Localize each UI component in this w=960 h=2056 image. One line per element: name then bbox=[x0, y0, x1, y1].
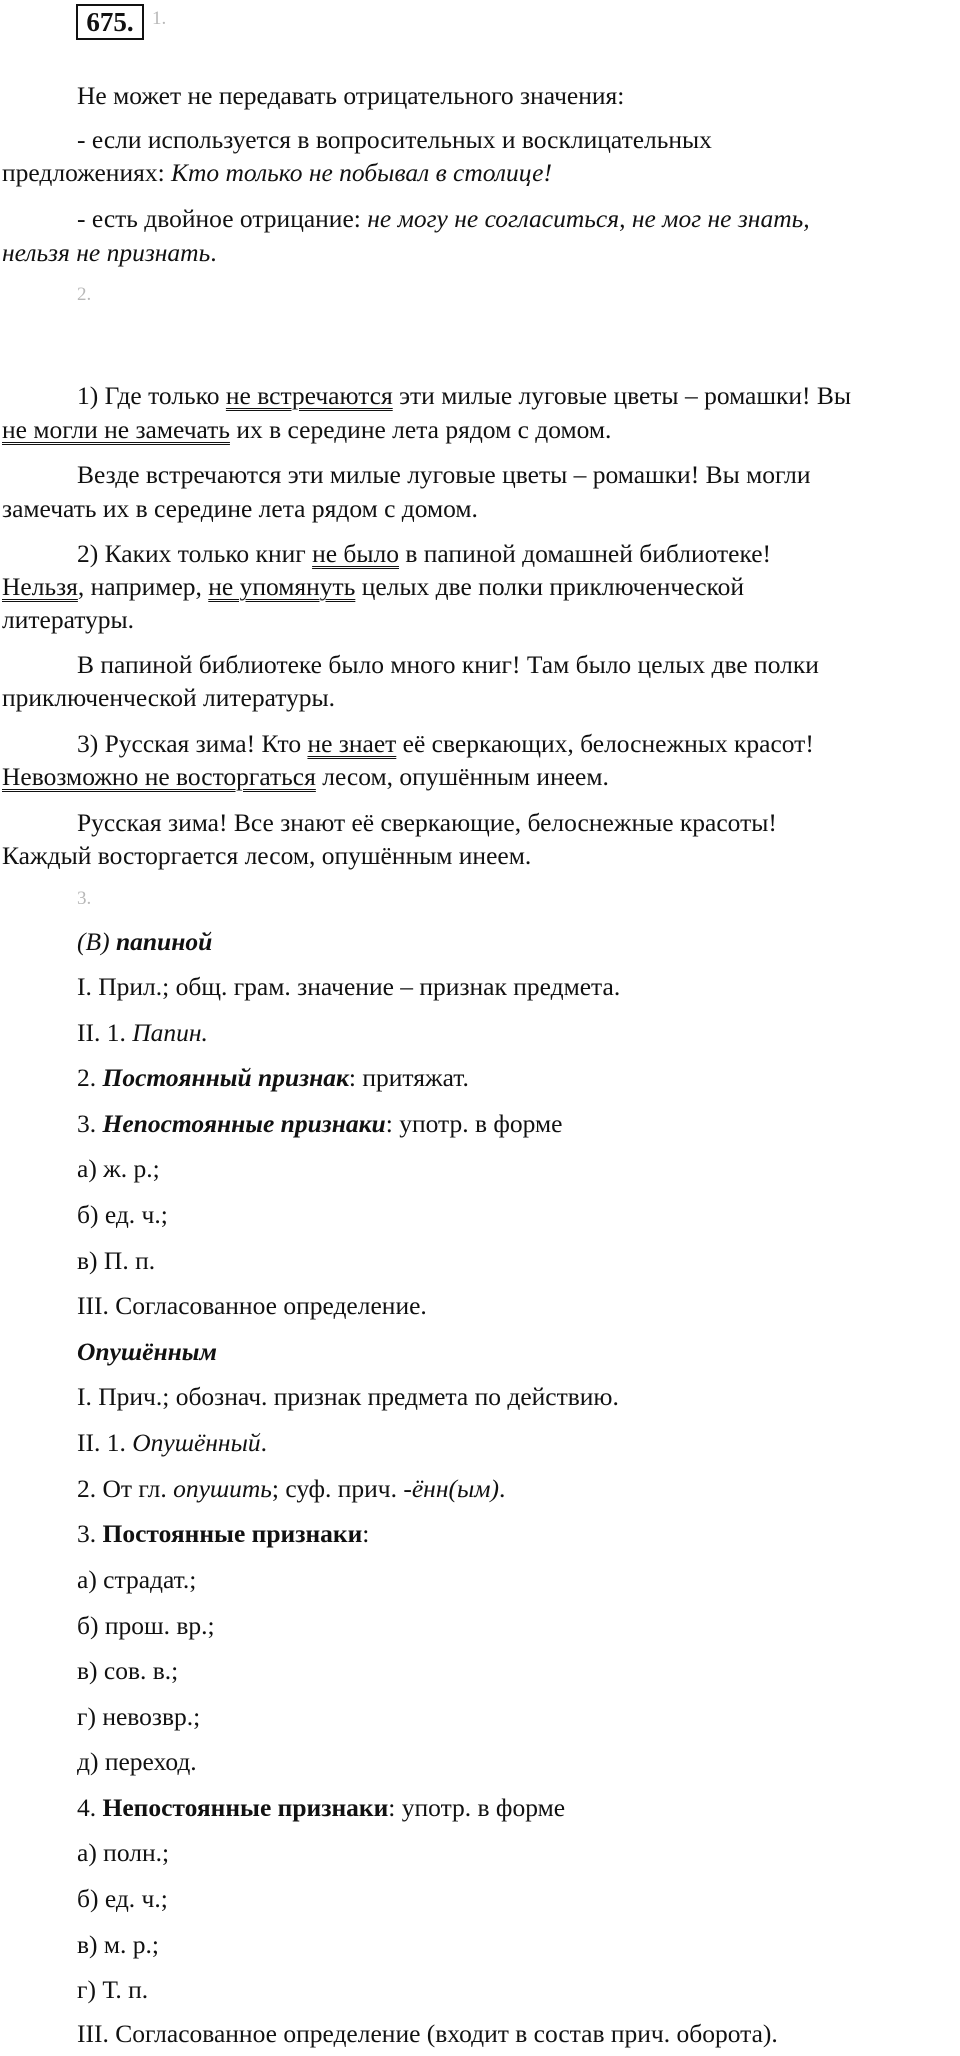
word-heading: Опушённым bbox=[77, 1337, 217, 1366]
exercise-number: 675. bbox=[76, 4, 144, 40]
analysis-line: в) сов. в.; bbox=[77, 1656, 179, 1685]
paragraph: предложениях: Кто только не побывал в столице! bbox=[2, 158, 552, 187]
analysis-line: II. 1. Папин. bbox=[77, 1018, 208, 1047]
analysis-line: б) ед. ч.; bbox=[77, 1884, 168, 1913]
part-label-3: 3. bbox=[77, 888, 92, 909]
analysis-line: I. Прил.; общ. грам. значение – признак предмета. bbox=[77, 972, 621, 1001]
analysis-line: III. Согласованное определение. bbox=[77, 1291, 427, 1320]
sentence: 1) Где только не встречаются эти милые луговые цветы – ромашки! Вы bbox=[77, 381, 852, 410]
analysis-line: 3. Непостоянные признаки: употр. в форме bbox=[77, 1109, 563, 1138]
paragraph: Не может не передавать отрицательного значения: bbox=[77, 81, 625, 110]
paragraph: - если используется в вопросительных и восклицательных bbox=[77, 125, 712, 154]
sentence: В папиной библиотеке было много книг! Там было целых две полки bbox=[77, 650, 819, 679]
analysis-line: 2. От гл. опушить; суф. прич. -ённ(ым). bbox=[77, 1474, 506, 1503]
sentence: Русская зима! Все знают её сверкающие, белоснежные красоты! bbox=[77, 808, 777, 837]
sentence: 3) Русская зима! Кто не знает её сверкающих, белоснежных красот! bbox=[77, 729, 814, 758]
sentence: замечать их в середине лета рядом с домом. bbox=[2, 494, 478, 523]
analysis-line: в) П. п. bbox=[77, 1246, 156, 1275]
part-label-1: 1. bbox=[152, 8, 167, 29]
analysis-line: 4. Непостоянные признаки: употр. в форме bbox=[77, 1793, 566, 1822]
analysis-line: б) ед. ч.; bbox=[77, 1200, 168, 1229]
sentence: Везде встречаются эти милые луговые цветы – ромашки! Вы могли bbox=[77, 460, 811, 489]
sentence: приключенческой литературы. bbox=[2, 683, 336, 712]
analysis-line: а) полн.; bbox=[77, 1838, 170, 1867]
analysis-line: б) прош. вр.; bbox=[77, 1611, 215, 1640]
sentence: 2) Каких только книг не было в папиной домашней библиотеке! bbox=[77, 539, 772, 568]
sentence: Каждый восторгается лесом, опушённым инеем. bbox=[2, 841, 532, 870]
part-label-2: 2. bbox=[77, 284, 92, 305]
paragraph: - есть двойное отрицание: не могу не согласиться, не мог не знать, bbox=[77, 204, 810, 233]
analysis-line: I. Прич.; обознач. признак предмета по действию. bbox=[77, 1382, 619, 1411]
analysis-line: г) Т. п. bbox=[77, 1975, 149, 2004]
analysis-line: а) страдат.; bbox=[77, 1565, 197, 1594]
analysis-line: д) переход. bbox=[77, 1747, 197, 1776]
analysis-line: 3. Постоянные признаки: bbox=[77, 1519, 370, 1548]
sentence: не могли не замечать их в середине лета рядом с домом. bbox=[2, 415, 612, 444]
analysis-line: в) м. р.; bbox=[77, 1930, 160, 1959]
analysis-line: II. 1. Опушённый. bbox=[77, 1428, 267, 1457]
sentence: литературы. bbox=[2, 605, 135, 634]
analysis-line: 2. Постоянный признак: притяжат. bbox=[77, 1063, 469, 1092]
analysis-line: г) невозвр.; bbox=[77, 1702, 201, 1731]
sentence: Нельзя, например, не упомянуть целых две полки приключенческой bbox=[2, 572, 745, 601]
paragraph: нельзя не признать. bbox=[2, 238, 217, 267]
analysis-line: а) ж. р.; bbox=[77, 1154, 160, 1183]
sentence: Невозможно не восторгаться лесом, опушённым инеем. bbox=[2, 762, 609, 791]
analysis-line: III. Согласованное определение (входит в состав прич. оборота). bbox=[77, 2019, 778, 2048]
word-heading: (В) папиной bbox=[77, 927, 213, 956]
